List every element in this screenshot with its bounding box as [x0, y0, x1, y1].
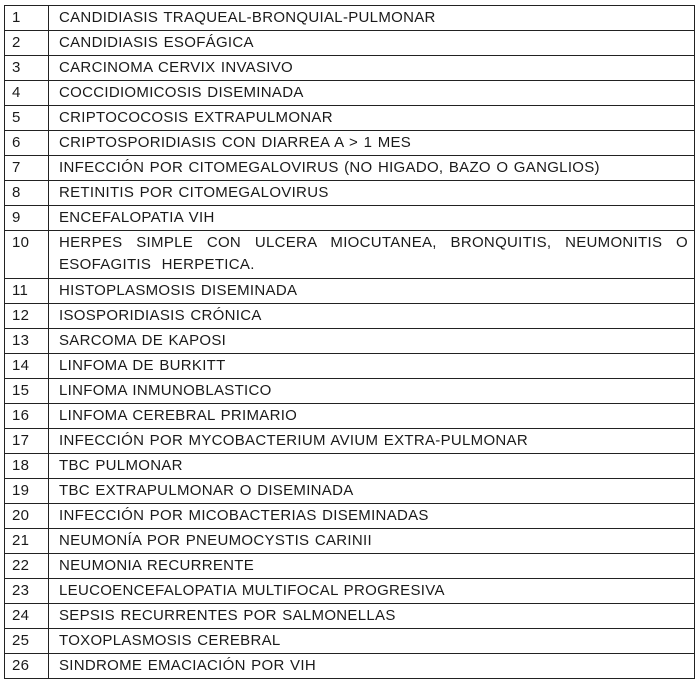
row-condition: CRIPTOCOCOSIS EXTRAPULMONAR: [49, 106, 695, 131]
table-row: [5, 131, 695, 156]
table-row: [5, 604, 695, 629]
table-row: [5, 6, 695, 31]
row-condition: INFECCIÓN POR CITOMEGALOVIRUS (NO HIGADO, BAZO O GANGLIOS): [49, 156, 695, 181]
row-condition: LINFOMA DE BURKITT: [49, 354, 695, 379]
defining-conditions-table: [4, 5, 695, 679]
row-condition: RETINITIS POR CITOMEGALOVIRUS: [49, 181, 695, 206]
row-condition: CANDIDIASIS TRAQUEAL-BRONQUIAL-PULMONAR: [49, 6, 695, 31]
row-condition: HISTOPLASMOSIS DISEMINADA: [49, 279, 695, 304]
row-number: 24: [5, 604, 49, 629]
table-row: [5, 529, 695, 554]
row-condition: LEUCOENCEFALOPATIA MULTIFOCAL PROGRESIVA: [49, 579, 695, 604]
row-number: 3: [5, 56, 49, 81]
row-number: 14: [5, 354, 49, 379]
document-page: [4, 5, 695, 679]
table-row: [5, 279, 695, 304]
row-number: 6: [5, 131, 49, 156]
row-number: 7: [5, 156, 49, 181]
row-number: 22: [5, 554, 49, 579]
row-condition: HERPES SIMPLE CON ULCERA MIOCUTANEA, BRONQUITIS, NEUMONITIS O ESOFAGITIS HERPETICA.: [49, 231, 695, 279]
table-row: [5, 379, 695, 404]
row-condition: TOXOPLASMOSIS CEREBRAL: [49, 629, 695, 654]
table-row: [5, 504, 695, 529]
row-number: 23: [5, 579, 49, 604]
row-condition: CARCINOMA CERVIX INVASIVO: [49, 56, 695, 81]
table-row: [5, 404, 695, 429]
row-condition: SARCOMA DE KAPOSI: [49, 329, 695, 354]
row-condition: COCCIDIOMICOSIS DISEMINADA: [49, 81, 695, 106]
table-row: [5, 56, 695, 81]
row-number: 20: [5, 504, 49, 529]
row-condition: SINDROME EMACIACIÓN POR VIH: [49, 654, 695, 679]
table-row: [5, 354, 695, 379]
row-condition: TBC EXTRAPULMONAR O DISEMINADA: [49, 479, 695, 504]
row-condition: INFECCIÓN POR MYCOBACTERIUM AVIUM EXTRA-PULMONAR: [49, 429, 695, 454]
table-row: [5, 106, 695, 131]
table-row: [5, 329, 695, 354]
row-number: 19: [5, 479, 49, 504]
row-number: 5: [5, 106, 49, 131]
row-number: 15: [5, 379, 49, 404]
row-number: 25: [5, 629, 49, 654]
table-row: [5, 579, 695, 604]
row-number: 26: [5, 654, 49, 679]
table-row: [5, 156, 695, 181]
table-row: [5, 206, 695, 231]
row-number: 9: [5, 206, 49, 231]
row-number: 17: [5, 429, 49, 454]
table-body: [5, 6, 695, 679]
row-condition: TBC PULMONAR: [49, 454, 695, 479]
table-row: [5, 479, 695, 504]
row-condition: NEUMONÍA POR PNEUMOCYSTIS CARINII: [49, 529, 695, 554]
row-condition: ENCEFALOPATIA VIH: [49, 206, 695, 231]
table-row: [5, 429, 695, 454]
row-condition: CRIPTOSPORIDIASIS CON DIARREA A > 1 MES: [49, 131, 695, 156]
row-condition: ISOSPORIDIASIS CRÓNICA: [49, 304, 695, 329]
row-condition: INFECCIÓN POR MICOBACTERIAS DISEMINADAS: [49, 504, 695, 529]
row-number: 12: [5, 304, 49, 329]
row-number: 8: [5, 181, 49, 206]
table-row: [5, 629, 695, 654]
row-number: 21: [5, 529, 49, 554]
row-condition: LINFOMA INMUNOBLASTICO: [49, 379, 695, 404]
row-number: 13: [5, 329, 49, 354]
row-number: 18: [5, 454, 49, 479]
row-number: 16: [5, 404, 49, 429]
table-row: [5, 654, 695, 679]
table-row: [5, 31, 695, 56]
table-row: [5, 554, 695, 579]
table-row: [5, 304, 695, 329]
row-number: 1: [5, 6, 49, 31]
row-number: 10: [5, 231, 49, 279]
row-condition: NEUMONIA RECURRENTE: [49, 554, 695, 579]
row-number: 2: [5, 31, 49, 56]
row-condition: CANDIDIASIS ESOFÁGICA: [49, 31, 695, 56]
table-row: [5, 181, 695, 206]
row-number: 4: [5, 81, 49, 106]
row-condition: LINFOMA CEREBRAL PRIMARIO: [49, 404, 695, 429]
table-row: [5, 454, 695, 479]
table-row: [5, 81, 695, 106]
row-number: 11: [5, 279, 49, 304]
row-condition: SEPSIS RECURRENTES POR SALMONELLAS: [49, 604, 695, 629]
table-row: [5, 231, 695, 279]
